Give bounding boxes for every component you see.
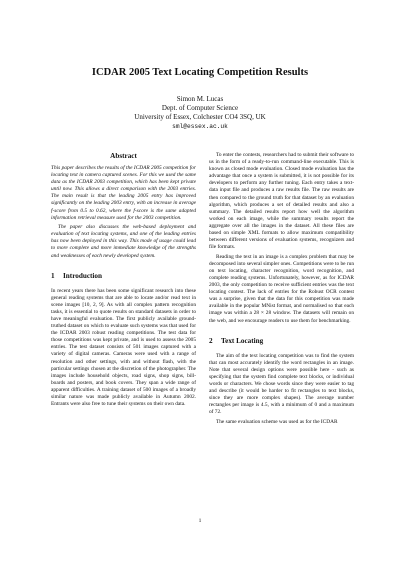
abstract-paragraph: The paper also discusses the web-based deployment and evaluation of text locating systems, and one of the leading entries has now been deployed in this way. This mode of usage could lead to more complete and more immediate knowledge of the strengths and weaknesses of each newly developed system. — [51, 224, 196, 259]
body-paragraph: Reading the text in an image is a complex problem that may be decomposed into several simpler ones. Competitions were to be run on text locating, character recognition, word recognition, and complete reading systems. Unfortunately, however, as for ICDAR 2003, the only competition to receive sufficient entries was the text locating contest. The lack of entries for the Robust OCR contest was a surprise, given that the data for this competition was made available in the popular MNist format, and normalised so that each image was within a 28 × 28 window. The datasets will remain on the web, and we encourage readers to use them for benchmarking. — [209, 253, 354, 324]
body-paragraph: In recent years there has been some significant research into these general reading systems that are able to locate and/or read text in scene images [10, 2, 9]. As with all complex pattern recognition tasks, it is essential to quote results on standard datasets in order to have meaningful evaluation. The first publicly available ground-truthed dataset on which to evaluate such systems was that used for the ICDAR 2003 robust reading competitions. The test data for those competitions was kept private, and is used to assess the 2005 entries. The test dataset consists of 501 images captured with a variety of digital cameras. Cameras were used with a range of resolution and other settings, with and without flash, with the particular settings chosen at the discretion of the photographer. The images include household objects, road signs, shop signs, bill-boards and posters, and book covers. They span a wide range of apparent difficulties. A training dataset of 500 images of a broadly similar nature was made publicly available in Autumn 2002. Entrants were also free to tune their systems on their own data. — [51, 287, 196, 408]
section-heading-introduction — [51, 272, 196, 281]
abstract-heading: Abstract — [110, 152, 137, 160]
section-heading-text-locating — [209, 337, 354, 346]
author-name: Simon M. Lucas — [176, 95, 224, 103]
left-column — [51, 152, 196, 411]
section-title: Text Locating — [221, 336, 264, 345]
abstract-body — [51, 165, 196, 260]
paper-title: ICDAR 2005 Text Locating Competition Results — [91, 67, 309, 78]
body-paragraph: The same evaluation scheme was used as for the ICDAR — [216, 418, 338, 425]
right-column — [209, 152, 354, 428]
author-email: sml@essex.ac.uk — [172, 123, 228, 130]
page-number: 1 — [198, 518, 202, 524]
author-department: Dept. of Computer Science — [161, 104, 239, 112]
section-number: 2 — [209, 336, 213, 345]
author-university: University of Essex, Colchester CO4 3SQ, UK — [134, 113, 266, 121]
body-paragraph: The aim of the text locating competition was to find the system that can most accurately identify the word rectangles in an image. Note that several design options were possible here - such as specifying that the system find complete text blocks, or individual words or characters. We chose words since they were easier to tag and describe (it would be harder to fit rectangles to text blocks, since they are more complex shapes). The average number rectangles per image is 4.5, with a minimum of 0 and a maximum of 72. — [209, 352, 354, 416]
abstract-paragraph: This paper describes the results of the ICDAR 2005 competition for locating text in camera captured scenes. For this we used the same data as the ICDAR 2003 competition, which has been kept private until now. This allows a direct comparison with the 2003 entries. The main result is that the leading 2005 entry has improved significantly on the leading 2003 entry, with an increase in average f-score from 0.5 to 0.62, where the f-score is the same adapted information retrieval measure used for the 2003 competition. — [51, 165, 196, 221]
author-block — [40, 95, 360, 131]
section-title: Introduction — [63, 271, 103, 280]
section-number: 1 — [51, 271, 55, 280]
body-paragraph: To enter the contests, researchers had to submit their software to us in the form of a ready-to-run command-line executable. This is known as closed mode evaluation. Closed mode evaluation has the advantage that once a system is submitted, it is not possible for its developers to perform any further tuning. Each entry takes a text-data input file and produces a raw results file. The raw results are then compared to the ground truth for that dataset by an evaluation algorithm, which produces a set of detailed results and also a summary. The detailed results report how well the algorithm worked on each image, while the summary results report the aggregate over all the images in the dataset. All these files are based on simple XML formats to allow maximum compatibility between different versions of evaluation systems, recognizers and file formats. — [209, 152, 354, 251]
